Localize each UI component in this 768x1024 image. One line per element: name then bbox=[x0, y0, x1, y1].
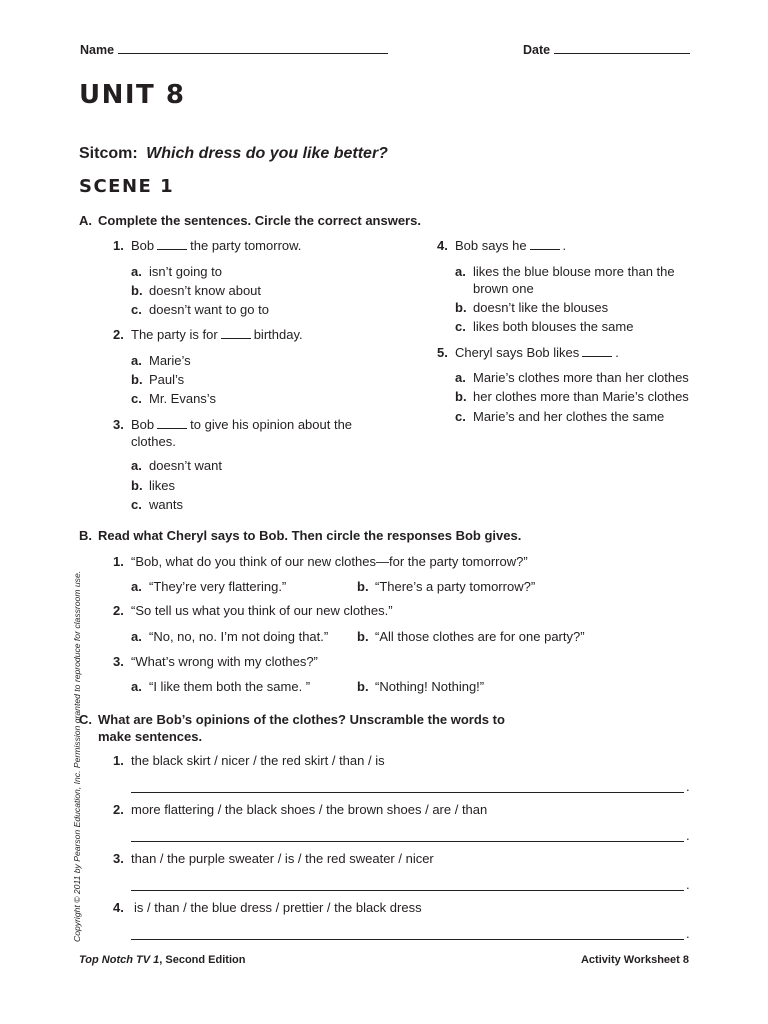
option-letter: a. bbox=[131, 579, 142, 594]
prompt-text: “Bob, what do you think of our new clothes—for the party tomorrow?” bbox=[131, 554, 528, 569]
section-a-text: Complete the sentences. Circle the correct answers. bbox=[98, 213, 421, 228]
option-letter: b. bbox=[131, 372, 143, 387]
option-text: Marie’s clothes more than her clothes bbox=[473, 370, 689, 385]
option-text: “All those clothes are for one party?” bbox=[375, 629, 585, 644]
option-letter: b. bbox=[455, 389, 467, 404]
a-q3-option-c[interactable] bbox=[131, 497, 183, 512]
option-letter: a. bbox=[131, 353, 142, 368]
copyright-notice: Copyright © 2011 by Pearson Education, Inc. Permission granted to reproduce for classroom use. bbox=[72, 570, 82, 942]
answer-blank bbox=[530, 248, 560, 250]
footer-book bbox=[79, 954, 245, 966]
question-text: to give his opinion about the bbox=[190, 417, 353, 432]
question-number: 4. bbox=[113, 900, 124, 915]
b-prompt-1 bbox=[113, 554, 528, 569]
scene-title: SCENE 1 bbox=[79, 176, 175, 197]
section-b-instruction bbox=[79, 528, 521, 543]
question-text: birthday. bbox=[253, 327, 303, 342]
option-text: likes both blouses the same bbox=[473, 319, 634, 334]
sitcom-label: Sitcom: bbox=[79, 145, 138, 162]
section-b-text: Read what Cheryl says to Bob. Then circle the responses Bob gives. bbox=[98, 528, 522, 543]
option-text: “I like them both the same. ” bbox=[149, 679, 311, 694]
option-text: wants bbox=[149, 497, 183, 512]
date-label: Date bbox=[523, 43, 551, 57]
option-text: Marie’s and her clothes the same bbox=[473, 409, 665, 424]
section-a-letter: A. bbox=[79, 213, 92, 228]
b-3-option-a[interactable] bbox=[131, 679, 310, 694]
option-text: doesn’t know about bbox=[149, 283, 262, 298]
scrambled-words: than / the purple sweater / is / the red sweater / nicer bbox=[131, 851, 434, 866]
c-item-2 bbox=[113, 802, 487, 817]
a-q5-option-a[interactable] bbox=[455, 370, 689, 385]
option-text: “No, no, no. I’m not doing that.” bbox=[149, 629, 329, 644]
a-q4-option-a-line-2: brown one bbox=[473, 281, 534, 296]
question-text: . bbox=[615, 345, 619, 360]
question-text: . bbox=[562, 238, 567, 253]
book-edition: , Second Edition bbox=[159, 954, 246, 966]
answer-period: . bbox=[686, 877, 690, 892]
question-number: 4. bbox=[437, 238, 448, 253]
option-text: doesn’t like the blouses bbox=[473, 300, 609, 315]
option-text: likes the blue blouse more than the bbox=[473, 264, 675, 279]
option-letter: c. bbox=[455, 319, 466, 334]
question-number: 2. bbox=[113, 802, 124, 817]
b-prompt-3 bbox=[113, 654, 318, 669]
question-text: Bob bbox=[131, 238, 155, 253]
scrambled-words: more flattering / the black shoes / the brown shoes / are / than bbox=[131, 802, 488, 817]
option-text: Mr. Evans’s bbox=[149, 391, 216, 406]
a-q3-option-a[interactable] bbox=[131, 458, 222, 473]
option-letter: c. bbox=[131, 391, 142, 406]
prompt-text: “So tell us what you think of our new clothes.” bbox=[131, 603, 393, 618]
b-3-option-b[interactable] bbox=[357, 679, 484, 694]
sitcom-heading bbox=[79, 145, 388, 163]
name-label: Name bbox=[80, 43, 115, 57]
b-1-option-b[interactable] bbox=[357, 579, 535, 594]
question-number: 2. bbox=[113, 603, 124, 618]
name-field bbox=[80, 43, 388, 57]
option-text: “They’re very flattering.” bbox=[149, 579, 287, 594]
option-letter: b. bbox=[455, 300, 467, 315]
section-c-letter: C. bbox=[79, 712, 92, 727]
option-text: doesn’t want to go to bbox=[149, 302, 269, 317]
question-number: 1. bbox=[113, 554, 124, 569]
option-text: Marie’s bbox=[149, 353, 191, 368]
option-text: doesn’t want bbox=[149, 458, 222, 473]
a-question-5 bbox=[437, 345, 619, 360]
answer-period: . bbox=[686, 828, 690, 843]
option-letter: a. bbox=[455, 264, 466, 279]
c-item-3 bbox=[113, 851, 434, 866]
footer-worksheet: Activity Worksheet 8 bbox=[580, 954, 689, 966]
question-number: 5. bbox=[437, 345, 448, 360]
a-question-3 bbox=[113, 417, 352, 432]
a-question-1 bbox=[113, 238, 301, 253]
answer-blank bbox=[157, 427, 187, 429]
date-line[interactable] bbox=[554, 53, 690, 54]
question-number: 3. bbox=[113, 417, 124, 432]
question-text: Cheryl says Bob likes bbox=[455, 345, 580, 360]
a-question-3-line-2: clothes. bbox=[131, 434, 176, 449]
book-title: Top Notch TV 1 bbox=[79, 954, 160, 966]
scrambled-words: the black skirt / nicer / the red skirt / than / is bbox=[131, 753, 385, 768]
section-a-instruction bbox=[79, 213, 421, 228]
option-text: isn’t going to bbox=[149, 264, 222, 279]
a-q4-option-a[interactable] bbox=[455, 264, 675, 279]
b-prompt-2 bbox=[113, 603, 393, 618]
question-text: Bob says he bbox=[455, 238, 527, 253]
option-letter: b. bbox=[357, 579, 369, 594]
a-q1-option-b[interactable] bbox=[131, 283, 261, 298]
option-letter: c. bbox=[455, 409, 466, 424]
section-c-text: What are Bob’s opinions of the clothes? Unscramble the words to bbox=[98, 712, 505, 727]
section-c-instruction bbox=[79, 712, 505, 727]
option-letter: a. bbox=[455, 370, 466, 385]
a-q2-option-c[interactable] bbox=[131, 391, 216, 406]
option-letter: a. bbox=[131, 458, 142, 473]
option-letter: b. bbox=[357, 629, 369, 644]
name-line[interactable] bbox=[118, 53, 388, 54]
b-2-option-a[interactable] bbox=[131, 629, 328, 644]
option-text: her clothes more than Marie’s clothes bbox=[473, 389, 689, 404]
option-letter: a. bbox=[131, 629, 142, 644]
question-number: 3. bbox=[113, 851, 124, 866]
question-text: Bob bbox=[131, 417, 155, 432]
answer-line-4[interactable] bbox=[131, 938, 684, 940]
question-number: 1. bbox=[113, 238, 124, 253]
question-text: The party is for bbox=[131, 327, 218, 342]
prompt-text: “What’s wrong with my clothes?” bbox=[131, 654, 318, 669]
option-letter: c. bbox=[131, 302, 142, 317]
answer-period: . bbox=[686, 779, 690, 794]
option-letter: a. bbox=[131, 679, 142, 694]
question-number: 1. bbox=[113, 753, 124, 768]
b-2-option-b[interactable] bbox=[357, 629, 585, 644]
option-letter: b. bbox=[131, 283, 143, 298]
section-c-instruction-line-2: make sentences. bbox=[98, 729, 203, 744]
option-letter: c. bbox=[131, 497, 142, 512]
answer-line-3[interactable] bbox=[131, 889, 684, 891]
a-q1-option-a[interactable] bbox=[131, 264, 222, 279]
a-q4-option-c[interactable] bbox=[455, 319, 633, 334]
section-b-letter: B. bbox=[79, 528, 92, 543]
a-question-4 bbox=[437, 238, 566, 253]
option-letter: a. bbox=[131, 264, 142, 279]
answer-period: . bbox=[686, 926, 690, 941]
option-letter: b. bbox=[357, 679, 369, 694]
option-text: Paul’s bbox=[149, 372, 185, 387]
answer-line-1[interactable] bbox=[131, 791, 684, 793]
option-text: “Nothing! Nothing!” bbox=[375, 679, 485, 694]
a-q5-option-b[interactable] bbox=[455, 389, 689, 404]
answer-blank bbox=[221, 337, 251, 339]
date-field bbox=[523, 43, 690, 57]
a-q5-option-c[interactable] bbox=[455, 409, 664, 424]
question-number: 2. bbox=[113, 327, 124, 342]
b-1-option-a[interactable] bbox=[131, 579, 286, 594]
answer-line-2[interactable] bbox=[131, 840, 684, 842]
answer-blank bbox=[157, 248, 187, 250]
a-q3-option-b[interactable] bbox=[131, 478, 175, 493]
option-text: “There’s a party tomorrow?” bbox=[375, 579, 536, 594]
a-question-2 bbox=[113, 327, 303, 342]
scrambled-words: is / than / the blue dress / prettier / the black dress bbox=[134, 900, 422, 915]
sitcom-title: Which dress do you like better? bbox=[146, 145, 388, 162]
unit-title: UNIT 8 bbox=[79, 80, 186, 110]
question-number: 3. bbox=[113, 654, 124, 669]
c-item-1 bbox=[113, 753, 385, 768]
question-text: the party tomorrow. bbox=[190, 238, 302, 253]
a-q4-option-b[interactable] bbox=[455, 300, 608, 315]
option-text: likes bbox=[149, 478, 176, 493]
a-q2-option-a[interactable] bbox=[131, 353, 191, 368]
a-q2-option-b[interactable] bbox=[131, 372, 184, 387]
option-letter: b. bbox=[131, 478, 143, 493]
answer-blank bbox=[582, 355, 612, 357]
c-item-4 bbox=[113, 900, 422, 915]
a-q1-option-c[interactable] bbox=[131, 302, 269, 317]
